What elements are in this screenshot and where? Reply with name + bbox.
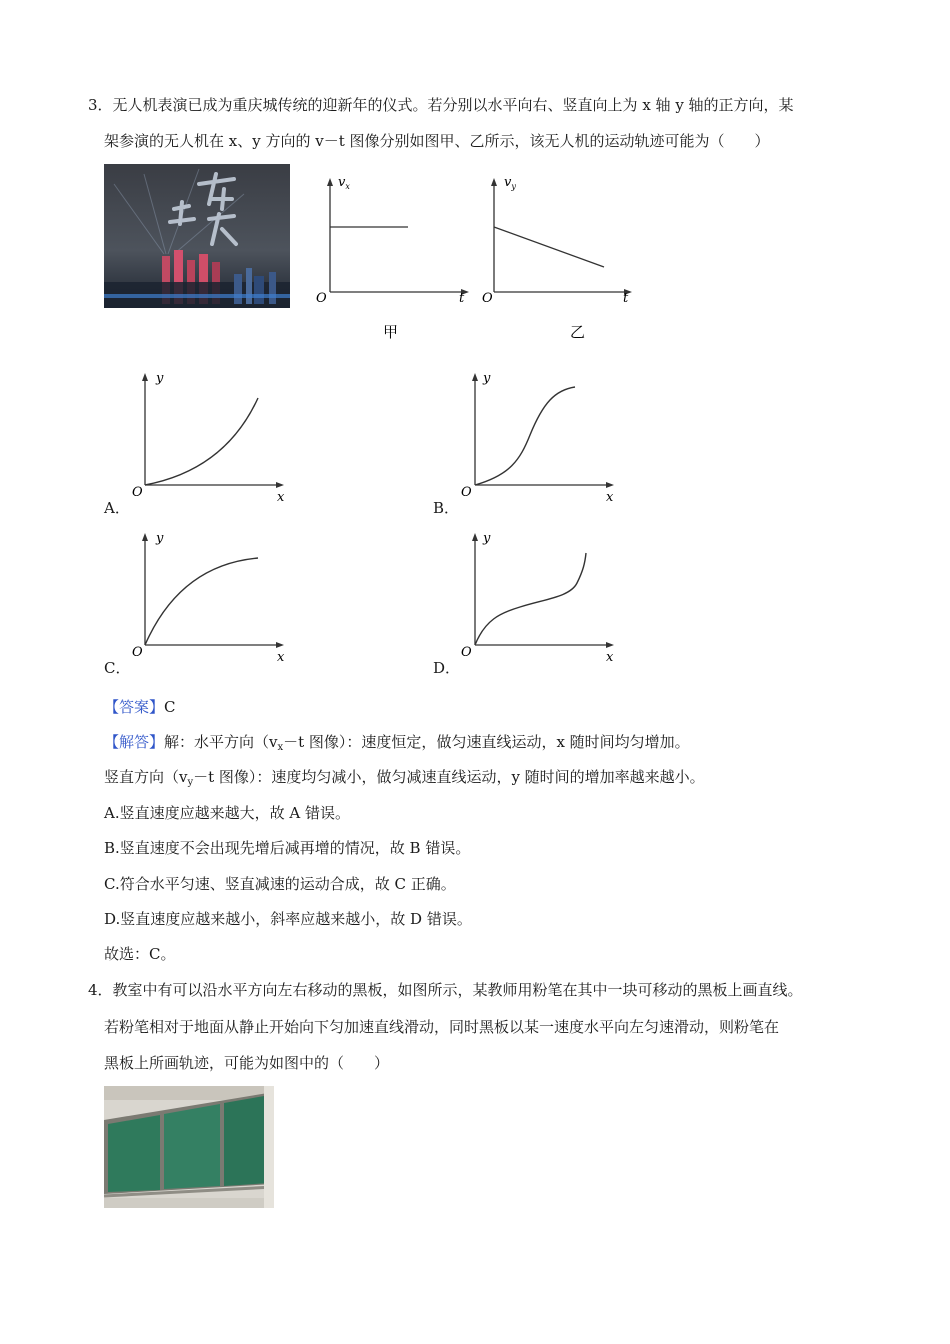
analysis-tag: 【解答】	[104, 733, 165, 751]
a-curve	[145, 398, 258, 485]
drone-show-photo	[104, 164, 290, 308]
yi-xlabel: t	[623, 291, 629, 306]
answer-value: C	[164, 698, 176, 716]
q4-line2: 若粉笔相对于地面从静止开始向下匀加速直线滑动，同时黑板以某一速度水平向左匀速滑动，则粉笔在	[104, 1018, 780, 1036]
analysis-line-1: 【解答】解：水平方向（$v_x-t$ 图像）：速度恒定，做匀速直线运动，x 随时间均匀增加。	[104, 733, 690, 753]
a-ylabel: y	[156, 371, 164, 386]
blackboard-photo	[104, 1086, 274, 1208]
c-origin: O	[132, 645, 143, 660]
answer-line	[104, 697, 176, 717]
c-y-arrow-icon	[142, 533, 148, 541]
d-y-arrow-icon	[472, 533, 478, 541]
a-xlabel: x	[277, 490, 285, 505]
d-origin: O	[461, 645, 472, 660]
analysis-line-7: 故选：C。	[104, 945, 176, 963]
answer-tag: 【答案】	[104, 698, 165, 716]
q4-line1: 4．教室中有可以沿水平方向左右移动的黑板，如图所示，某教师用粉笔在其中一块可移动的黑板上画直线。	[88, 981, 803, 999]
analysis-line-2: 竖直方向（$v_y-t$ 图像）：速度均匀减小，做匀减速直线运动，y 随时间的增加率越来越小。	[104, 768, 705, 788]
analysis-line-6: D.竖直速度应越来越小，斜率应越来越小，故 D 错误。	[104, 910, 472, 928]
q3-line1: 3．无人机表演已成为重庆城传统的迎新年的仪式。若分别以水平向右、竖直向上为 x 轴 y 轴的正方向，某	[88, 96, 794, 114]
b-ylabel: y	[483, 371, 491, 386]
option-d-graph	[455, 525, 625, 665]
option-d-label: D．	[433, 659, 461, 677]
analysis-line-4: B.竖直速度不会出现先增后减再增的情况，故 B 错误。	[104, 839, 471, 857]
d-x-arrow-icon	[606, 642, 614, 648]
b-xlabel: x	[606, 490, 614, 505]
analysis-line-3: A.竖直速度应越来越大，故 A 错误。	[104, 804, 350, 822]
b-x-arrow-icon	[606, 482, 614, 488]
jia-origin: O	[316, 291, 327, 306]
blackboard-image	[104, 1086, 274, 1208]
option-c-graph	[125, 525, 295, 665]
option-b-graph	[455, 365, 625, 505]
jia-ylabel: $v_x$	[338, 175, 350, 191]
q3-number: 3．	[88, 96, 113, 114]
option-b-label: B．	[433, 499, 460, 517]
c-curve	[145, 558, 258, 645]
c-xlabel: x	[277, 650, 285, 665]
d-ylabel: y	[483, 531, 491, 546]
jia-y-arrow-icon	[327, 178, 333, 186]
b-y-arrow-icon	[472, 373, 478, 381]
jia-xlabel: t	[459, 291, 465, 306]
c-ylabel: y	[156, 531, 164, 546]
figure-jia	[305, 170, 475, 345]
jia-caption: 甲	[383, 323, 399, 341]
option-c-label: C．	[104, 659, 131, 677]
yi-origin: O	[482, 291, 493, 306]
analysis-line-5: C.符合水平匀速、竖直减速的运动合成，故 C 正确。	[104, 875, 456, 893]
q4-number: 4．	[88, 981, 113, 999]
a-origin: O	[132, 485, 143, 500]
yi-y-arrow-icon	[491, 178, 497, 186]
yi-vy-line	[494, 227, 604, 267]
drone-show-image	[104, 164, 290, 308]
b-origin: O	[461, 485, 472, 500]
c-x-arrow-icon	[276, 642, 284, 648]
yi-caption: 乙	[570, 323, 586, 341]
q4-line3: 黑板上所画轨迹，可能为如图中的（ ）	[104, 1054, 390, 1072]
d-curve	[475, 553, 586, 645]
yi-ylabel: $v_y$	[504, 175, 516, 191]
q3-line2: 架参演的无人机在 x、y 方向的 v－t 图像分别如图甲、乙所示，该无人机的运动轨迹可能为（ ）	[104, 132, 770, 150]
figure-yi	[470, 170, 640, 345]
a-x-arrow-icon	[276, 482, 284, 488]
option-a-label: A．	[104, 499, 130, 517]
b-curve	[475, 387, 575, 485]
option-a-graph	[125, 365, 295, 505]
a-y-arrow-icon	[142, 373, 148, 381]
d-xlabel: x	[606, 650, 614, 665]
